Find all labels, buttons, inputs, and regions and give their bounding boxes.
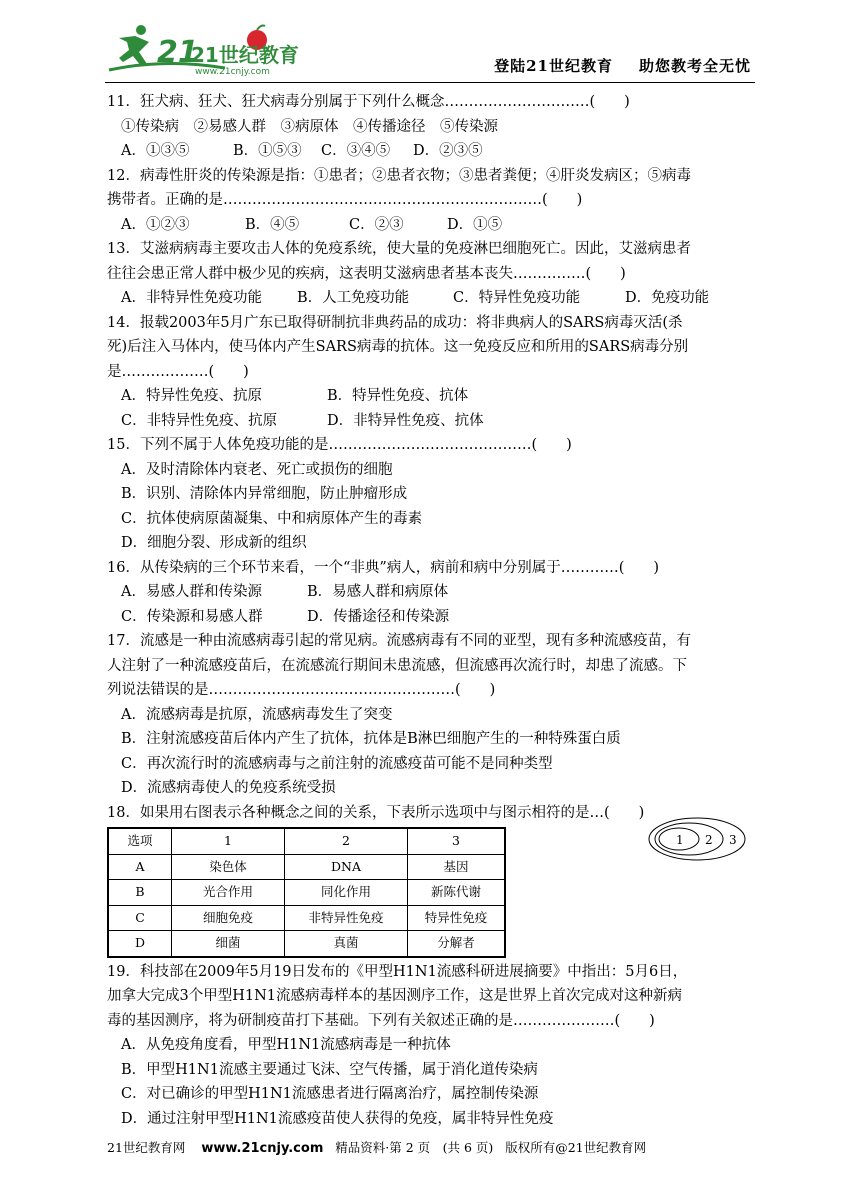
q18-nested-concept-diagram <box>647 816 747 862</box>
q15-option-c: C．抗体使病原菌凝集、中和病原体产生的毒素 <box>121 510 423 527</box>
q12-option-d: D．①⑤ <box>447 216 503 233</box>
q12-option-c: C．②③ <box>349 216 404 233</box>
q19-option-a: A．从免疫角度看，甲型H1N1流感病毒是一种抗体 <box>121 1037 451 1053</box>
table-cell: 新陈代谢 <box>408 880 506 906</box>
table-cell: 基因 <box>408 854 506 880</box>
q12-options <box>107 213 757 238</box>
diagram-label-1: 1 <box>676 833 684 847</box>
q11-option-d: D．②③⑤ <box>413 143 483 159</box>
q16-option-d: D．传播途径和传染源 <box>307 608 450 625</box>
q19-option-d: D．通过注射甲型H1N1流感疫苗使人获得的免疫，属非特异性免疫 <box>121 1110 554 1127</box>
q17-option-a: A．流感病毒是抗原，流感病毒发生了突变 <box>121 706 393 723</box>
q16-option-c: C．传染源和易感人群 <box>121 608 263 625</box>
table-cell: 同化作用 <box>285 880 408 906</box>
table-cell: 细胞免疫 <box>172 905 285 931</box>
q13-stem-line2: 往往会患正常人群中极少见的疾病，这表明艾滋病患者基本丧失……………( ) <box>107 265 626 282</box>
q12-option-b: B．④⑤ <box>245 216 300 233</box>
slogan-left: 登陆21世纪教育 <box>494 57 613 75</box>
slogan-right: 助您教考全无忧 <box>638 57 751 75</box>
table-header-cell: 3 <box>408 828 506 854</box>
table-cell: 真菌 <box>285 931 408 957</box>
header-slogan <box>494 55 751 76</box>
q14-options-row1 <box>107 384 757 409</box>
table-cell: C <box>108 905 172 931</box>
q12-stem-line1: 12．病毒性肝炎的传染源是指：①患者；②患者衣物；③患者粪便；④肝炎发病区；⑤病毒 <box>107 167 691 184</box>
question-content <box>107 90 757 1131</box>
q11-option-a: A．①③⑤ <box>121 143 190 159</box>
table-row <box>108 931 505 957</box>
q17-stem-line1: 17．流感是一种由流感病毒引起的常见病。流感病毒有不同的亚型，现有多种流感疫苗，有 <box>107 633 691 649</box>
q12-stem-line2: 携带者。正确的是…………………………………………………………( ) <box>107 192 583 208</box>
footer-copyright: 版权所有@21世纪教育网 <box>505 1140 647 1155</box>
table-cell: 光合作用 <box>172 880 285 906</box>
q19-option-b: B．甲型H1N1流感主要通过飞沫、空气传播，属于消化道传染病 <box>121 1061 538 1078</box>
table-cell: 染色体 <box>172 854 285 880</box>
table-cell: 细菌 <box>172 931 285 957</box>
q16-options-row1 <box>107 580 757 605</box>
q13-option-a: A．非特异性免疫功能 <box>121 290 262 306</box>
diagram-label-3: 3 <box>729 833 737 847</box>
table-cell: 特异性免疫 <box>408 905 506 931</box>
q13-options <box>107 286 757 311</box>
footer-page-info: 精品资料·第 2 页 (共 6 页) <box>335 1140 494 1155</box>
q11-concepts: ①传染病 ②易感人群 ③病原体 ④传播途径 ⑤传染源 <box>121 118 498 135</box>
q19-option-c: C．对已确诊的甲型H1N1流感患者进行隔离治疗，属控制传染源 <box>121 1086 539 1102</box>
table-cell: 分解者 <box>408 931 506 957</box>
q15-option-d: D．细胞分裂、形成新的组织 <box>121 535 307 551</box>
q16-options-row2 <box>107 605 757 630</box>
q17-stem-line3: 列说法错误的是……………………………………………( ) <box>107 682 496 698</box>
q12-option-a: A．①②③ <box>121 216 190 233</box>
q16-stem: 16．从传染病的三个环节来看，一个“非典”病人，病前和病中分别属于…………( ) <box>107 559 660 576</box>
q14-option-d: D．非特异性免疫、抗体 <box>327 412 484 429</box>
table-header-cell: 选项 <box>108 828 172 854</box>
footer-left: 21世纪教育网 <box>107 1140 186 1155</box>
table-row <box>108 880 505 906</box>
q17-option-c: C．再次流行时的流感病毒与之前注射的流感疫苗可能不是同种类型 <box>121 755 553 772</box>
q14-stem-line2: 死)后注入马体内，使马体内产生SARS病毒的抗体。这一免疫反应和所用的SARS病毒分别 <box>107 339 689 355</box>
q13-option-c: C．特异性免疫功能 <box>453 290 581 306</box>
q14-option-a: A．特异性免疫、抗原 <box>121 388 262 404</box>
q18-options-table <box>107 827 506 958</box>
q15-option-a: A．及时清除体内衰老、死亡或损伤的细胞 <box>121 461 393 478</box>
page-header <box>105 18 755 83</box>
q19-stem-line1: 19．科技部在2009年5月19日发布的《甲型H1N1流感科研进展摘要》中指出：5月6日， <box>107 963 688 980</box>
table-cell: DNA <box>285 854 408 880</box>
q14-option-b: B．特异性免疫、抗体 <box>327 388 469 404</box>
q17-stem-line2: 人注射了一种流感疫苗后，在流感流行期间未患流感，但流感再次流行时，却患了流感。下 <box>107 657 687 674</box>
q13-option-b: B．人工免疫功能 <box>297 290 410 306</box>
q15-stem: 15．下列不属于人体免疫功能的是……………………………………( ) <box>107 437 572 453</box>
q19-stem-line3: 毒的基因测序，将为研制疫苗打下基础。下列有关叙述正确的是…………………( ) <box>107 1012 655 1029</box>
q11-option-c: C．③④⑤ <box>321 143 391 159</box>
table-row <box>108 854 505 880</box>
q13-option-d: D．免疫功能 <box>625 290 710 306</box>
table-row <box>108 905 505 931</box>
svg-text:21: 21 <box>157 35 199 70</box>
q17-option-b: B．注射流感疫苗后体内产生了抗体，抗体是B淋巴细胞产生的一种特殊蛋白质 <box>121 731 621 747</box>
q16-option-b: B．易感人群和病原体 <box>307 584 449 600</box>
q11-options <box>107 139 757 164</box>
q11-stem: 11．狂犬病、狂犬、狂犬病毒分别属于下列什么概念…………………………( ) <box>107 94 630 110</box>
q14-stem-line1: 14．报载2003年5月广东已取得研制抗非典药品的成功：将非典病人的SARS病毒灭活(杀 <box>107 314 683 331</box>
q14-option-c: C．非特异性免疫、抗原 <box>121 412 278 429</box>
q13-stem-line1: 13．艾滋病病毒主要攻击人体的免疫系统，使大量的免疫淋巴细胞死亡。因此，艾滋病患者 <box>107 241 691 257</box>
table-cell: D <box>108 931 172 957</box>
q18-stem: 18．如果用右图表示各种概念之间的关系，下表所示选项中与图示相符的是…( ) <box>107 804 645 821</box>
footer-site-link[interactable]: www.21cnjy.com <box>201 1141 324 1156</box>
table-header-cell: 2 <box>285 828 408 854</box>
table-header-cell: 1 <box>172 828 285 854</box>
svg-text:www.21cnjy.com: www.21cnjy.com <box>195 67 270 77</box>
q16-option-a: A．易感人群和传染源 <box>121 584 262 600</box>
q11-option-b: B．①⑤③ <box>233 143 302 159</box>
logo-21cnjy <box>105 18 305 80</box>
table-header-row <box>108 828 505 854</box>
q14-stem-line3: 是………………( ) <box>107 363 249 380</box>
diagram-label-2: 2 <box>705 833 713 847</box>
table-cell: B <box>108 880 172 906</box>
q17-option-d: D．流感病毒使人的免疫系统受损 <box>121 780 336 796</box>
q14-options-row2 <box>107 409 757 434</box>
svg-text:21世纪教育: 21世纪教育 <box>191 43 299 67</box>
q15-option-b: B．识别、清除体内异常细胞，防止肿瘤形成 <box>121 486 408 502</box>
page-footer <box>107 1138 757 1156</box>
ellipse-middle <box>655 823 723 855</box>
table-cell: A <box>108 854 172 880</box>
table-cell: 非特异性免疫 <box>285 905 408 931</box>
q19-stem-line2: 加拿大完成3个甲型H1N1流感病毒样本的基因测序工作，这是世界上首次完成对这种新病 <box>107 988 683 1004</box>
